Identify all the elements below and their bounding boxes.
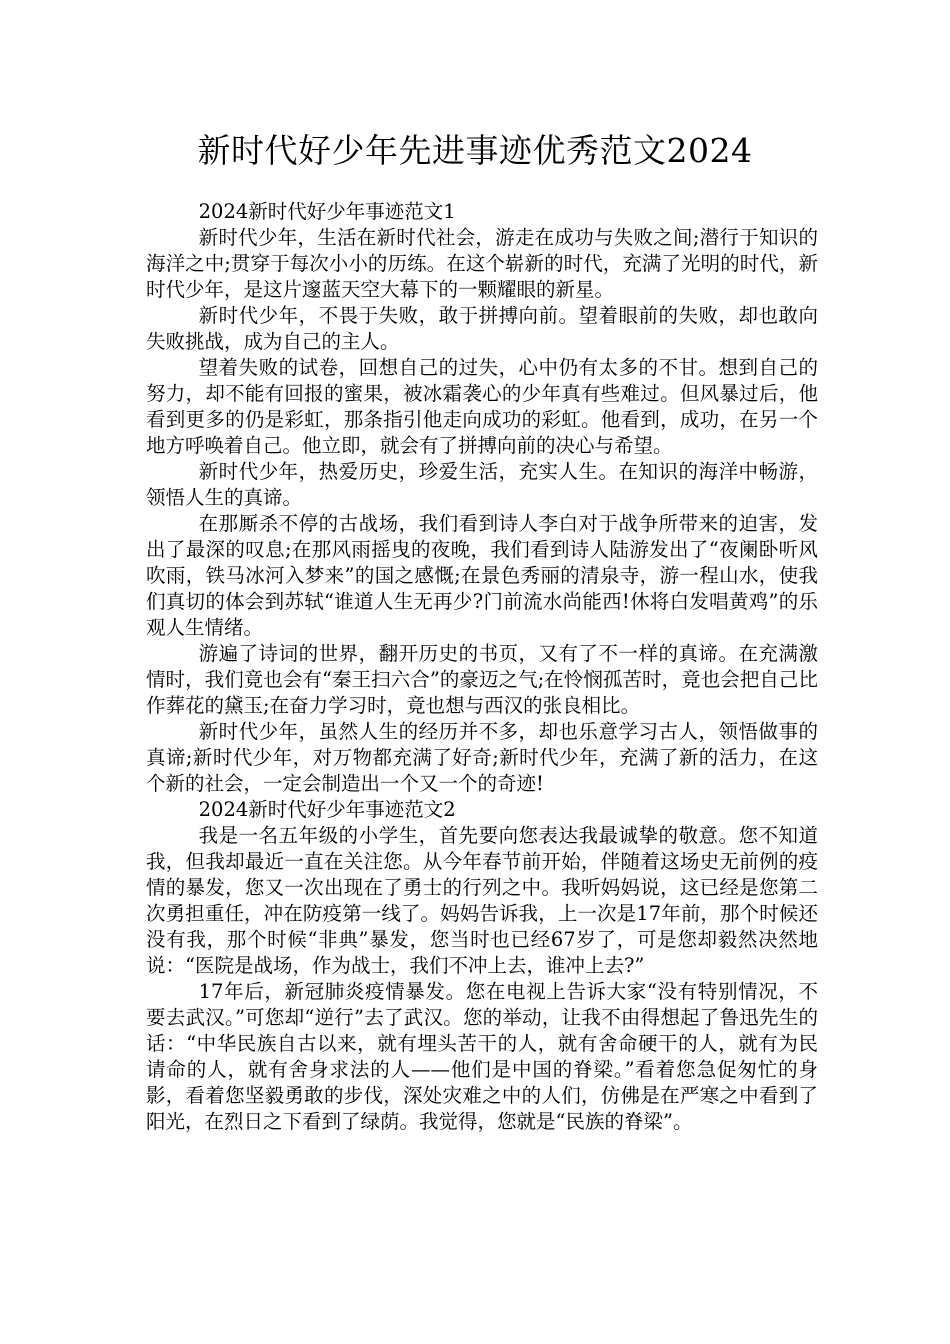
paragraph: 17年后，新冠肺炎疫情暴发。您在电视上告诉大家“没有特别情况，不要去武汉。”可您却“逆行”去了武汉。您的举动，让我不由得想起了鲁迅先生的话：“中华民族自古以来，就有埋头苦干的人，就有舍命硬干的人，就有为民请命的人，就有舍身求法的人——他们是中国的脊梁。”看着您急促匆忙的身影，看着您坚毅勇敢的步伐，深处灾难之中的人们，仿佛是在严寒之中看到了阳光，在烈日之下看到了绿荫。我觉得，您就是“民族的脊梁”。 <box>146 980 818 1133</box>
paragraph: 新时代少年，不畏于失败，敢于拼搏向前。望着眼前的失败，却也敢向失败挑战，成为自己的主人。 <box>146 304 818 353</box>
document-body <box>146 199 818 1135</box>
paragraph: 新时代少年，生活在新时代社会，游走在成功与失败之间;潜行于知识的海洋之中;贯穿于每次小小的历练。在这个崭新的时代，充满了光明的时代，新时代少年，是这片邃蓝天空大幕下的一颗耀眼的新星。 <box>146 226 818 301</box>
section-heading-2: 2024新时代好少年事迹范文2 <box>198 798 456 821</box>
document-title: 新时代好少年先进事迹优秀范文2024 <box>197 131 753 170</box>
paragraph: 新时代少年，热爱历史，珍爱生活，充实人生。在知识的海洋中畅游，领悟人生的真谛。 <box>146 460 818 509</box>
section-heading-1: 2024新时代好少年事迹范文1 <box>198 200 456 223</box>
paragraph: 在那厮杀不停的古战场，我们看到诗人李白对于战争所带来的迫害，发出了最深的叹息;在那风雨摇曳的夜晚，我们看到诗人陆游发出了“夜阑卧听风吹雨，铁马冰河入梦来”的国之感慨;在景色秀丽的清泉寺，游一程山水，使我们真切的体会到苏轼“谁道人生无再少?门前流水尚能西!休将白发唱黄鸡”的乐观人生情绪。 <box>146 512 818 639</box>
paragraph: 望着失败的试卷，回想自己的过失，心中仍有太多的不甘。想到自己的努力，却不能有回报的蜜果，被冰霜袭心的少年真有些难过。但风暴过后，他看到更多的仍是彩虹，那条指引他走向成功的彩虹。他看到，成功，在另一个地方呼唤着自己。他立即，就会有了拼搏向前的决心与希望。 <box>146 356 818 457</box>
paragraph: 游遍了诗词的世界，翻开历史的书页，又有了不一样的真谛。在充满激情时，我们竟也会有“秦王扫六合”的豪迈之气;在怜悯孤苦时，竟也会把自己比作葬花的黛玉;在奋力学习时，竟也想与西汉的张良相比。 <box>146 642 818 717</box>
paragraph: 新时代少年，虽然人生的经历并不多，却也乐意学习古人，领悟做事的真谛;新时代少年，对万物都充满了好奇;新时代少年，充满了新的活力，在这个新的社会，一定会制造出一个又一个的奇迹! <box>146 720 818 795</box>
paragraph: 我是一名五年级的小学生，首先要向您表达我最诚挚的敬意。您不知道我，但我却最近一直在关注您。从今年春节前开始，伴随着这场史无前例的疫情的暴发，您又一次出现在了勇士的行列之中。我听妈妈说，这已经是您第二次勇担重任，冲在防疫第一线了。妈妈告诉我，上一次是17年前，那个时候还没有我，那个时候“非典”暴发，您当时也已经67岁了，可是您却毅然决然地说：“医院是战场，作为战士，我们不冲上去，谁冲上去?” <box>146 824 818 977</box>
